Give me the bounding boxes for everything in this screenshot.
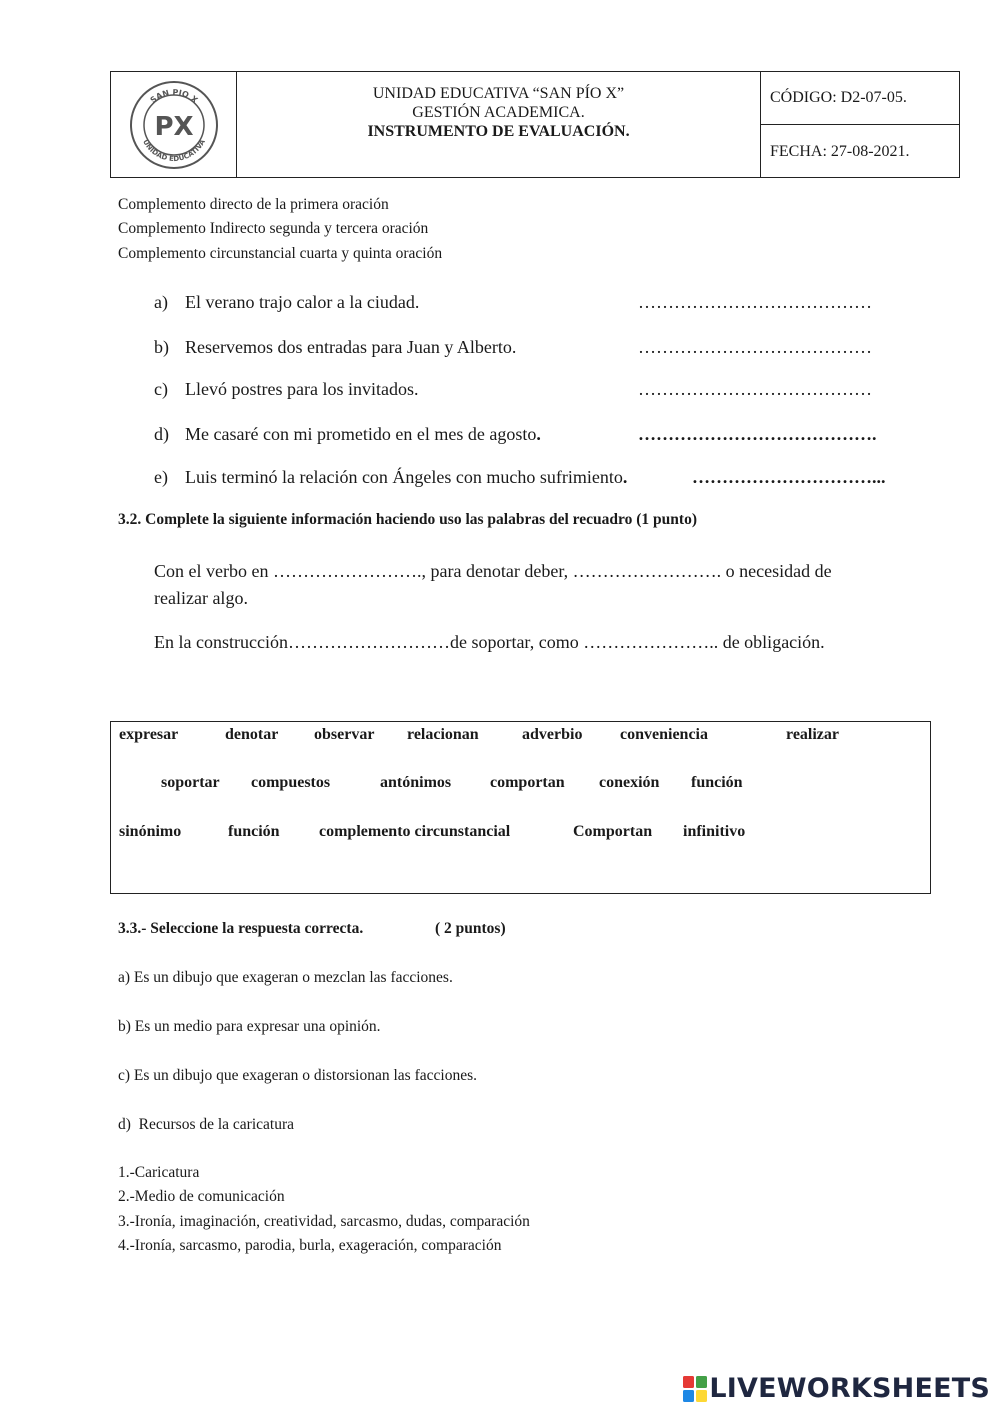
answer-choice-3[interactable]: 3.-Ironía, imaginación, creatividad, sarcasmo, dudas, comparación xyxy=(118,1213,530,1230)
option-d: d) Recursos de la caricatura xyxy=(118,1116,295,1133)
header-table xyxy=(110,71,960,178)
sentence-c-blank[interactable]: ………………………………… xyxy=(638,379,872,399)
instrument-title: INSTRUMENTO DE EVALUACIÓN. xyxy=(367,123,630,140)
fill-paragraph-2[interactable]: En la construcción………………………de soportar, como ………………….. de obligación. xyxy=(154,632,825,652)
sentence-d-text: Me casaré con mi prometido en el mes de agosto. xyxy=(185,424,541,444)
section-3-3-points: ( 2 puntos) xyxy=(435,920,506,937)
sentence-e-text: Luis terminó la relación con Ángeles con mucho sufrimiento. xyxy=(185,467,628,487)
svg-text:UNIDAD EDUCATIVA: UNIDAD EDUCATIVA xyxy=(140,137,207,163)
sentence-b-letter: b) xyxy=(154,337,169,357)
answer-choice-1[interactable]: 1.-Caricatura xyxy=(118,1164,200,1181)
option-b: b) Es un medio para expresar una opinión. xyxy=(118,1018,381,1035)
word-bank-item: soportar xyxy=(161,774,220,791)
word-bank-item: infinitivo xyxy=(683,823,746,840)
sentence-a-blank[interactable]: ………………………………… xyxy=(638,292,872,312)
word-bank-item: conveniencia xyxy=(620,726,708,743)
word-bank-item: expresar xyxy=(119,726,179,743)
word-bank-item: realizar xyxy=(786,726,840,743)
header-title-cell xyxy=(237,72,761,177)
svg-text:PX: PX xyxy=(153,111,194,142)
liveworksheets-logo-icon xyxy=(683,1376,707,1402)
sentence-a-letter: a) xyxy=(154,292,168,312)
sentence-c-text: Llevó postres para los invitados. xyxy=(185,379,419,399)
liveworksheets-wordmark: LIVEWORKSHEETS xyxy=(709,1373,990,1404)
sentence-b-text: Reservemos dos entradas para Juan y Alberto. xyxy=(185,337,517,357)
sentence-e-letter: e) xyxy=(154,467,168,487)
sentence-e-blank[interactable]: …………………………... xyxy=(692,467,886,487)
word-bank-item: Comportan xyxy=(573,823,653,840)
header-meta-cell xyxy=(761,72,959,177)
word-bank-item: adverbio xyxy=(522,726,583,743)
svg-text:SAN PIO X: SAN PIO X xyxy=(148,87,199,105)
fill-paragraph-1-line-2: realizar algo. xyxy=(154,588,248,608)
instruction-line-1: Complemento directo de la primera oración xyxy=(118,196,389,213)
section-3-2-title: 3.2. Complete la siguiente información haciendo uso las palabras del recuadro (1 punto) xyxy=(118,511,697,528)
school-logo-cell xyxy=(111,72,237,177)
liveworksheets-watermark xyxy=(683,1373,990,1404)
word-bank-item: compuestos xyxy=(251,774,331,791)
word-bank-box xyxy=(110,721,931,894)
document-date: FECHA: 27-08-2021. xyxy=(770,143,910,160)
word-bank-item: comportan xyxy=(490,774,565,791)
sentence-b-blank[interactable]: ………………………………… xyxy=(638,337,872,357)
word-bank-item: relacionan xyxy=(407,726,479,743)
instruction-line-2: Complemento Indirecto segunda y tercera oración xyxy=(118,220,429,237)
word-bank-item: observar xyxy=(314,726,375,743)
word-bank-item: función xyxy=(228,823,280,840)
option-c: c) Es un dibujo que exageran o distorsionan las facciones. xyxy=(118,1067,477,1084)
fill-paragraph-1-line-1[interactable]: Con el verbo en ……………………., para denotar deber, ……………………. o necesidad de xyxy=(154,561,832,581)
sentence-c-letter: c) xyxy=(154,379,168,399)
section-3-3-title: 3.3.- Seleccione la respuesta correcta. xyxy=(118,920,364,937)
school-seal-logo xyxy=(128,79,220,171)
option-a: a) Es un dibujo que exageran o mezclan las facciones. xyxy=(118,969,453,986)
instruction-line-3: Complemento circunstancial cuarta y quinta oración xyxy=(118,245,443,262)
word-bank-item: complemento circunstancial xyxy=(319,823,511,840)
word-bank-item: denotar xyxy=(225,726,279,743)
department-name: GESTIÓN ACADEMICA. xyxy=(412,104,585,121)
word-bank-item: sinónimo xyxy=(119,823,182,840)
word-bank-item: conexión xyxy=(599,774,660,791)
answer-choice-2[interactable]: 2.-Medio de comunicación xyxy=(118,1188,285,1205)
word-bank-item: antónimos xyxy=(380,774,452,791)
document-code: CÓDIGO: D2-07-05. xyxy=(761,72,959,125)
word-bank-item: función xyxy=(691,774,743,791)
sentence-a-text: El verano trajo calor a la ciudad. xyxy=(185,292,420,312)
school-name: UNIDAD EDUCATIVA “SAN PÍO X” xyxy=(372,85,625,102)
sentence-d-letter: d) xyxy=(154,424,169,444)
sentence-d-blank[interactable]: …………………………………. xyxy=(638,424,877,444)
answer-choice-4[interactable]: 4.-Ironía, sarcasmo, parodia, burla, exageración, comparación xyxy=(118,1237,502,1254)
